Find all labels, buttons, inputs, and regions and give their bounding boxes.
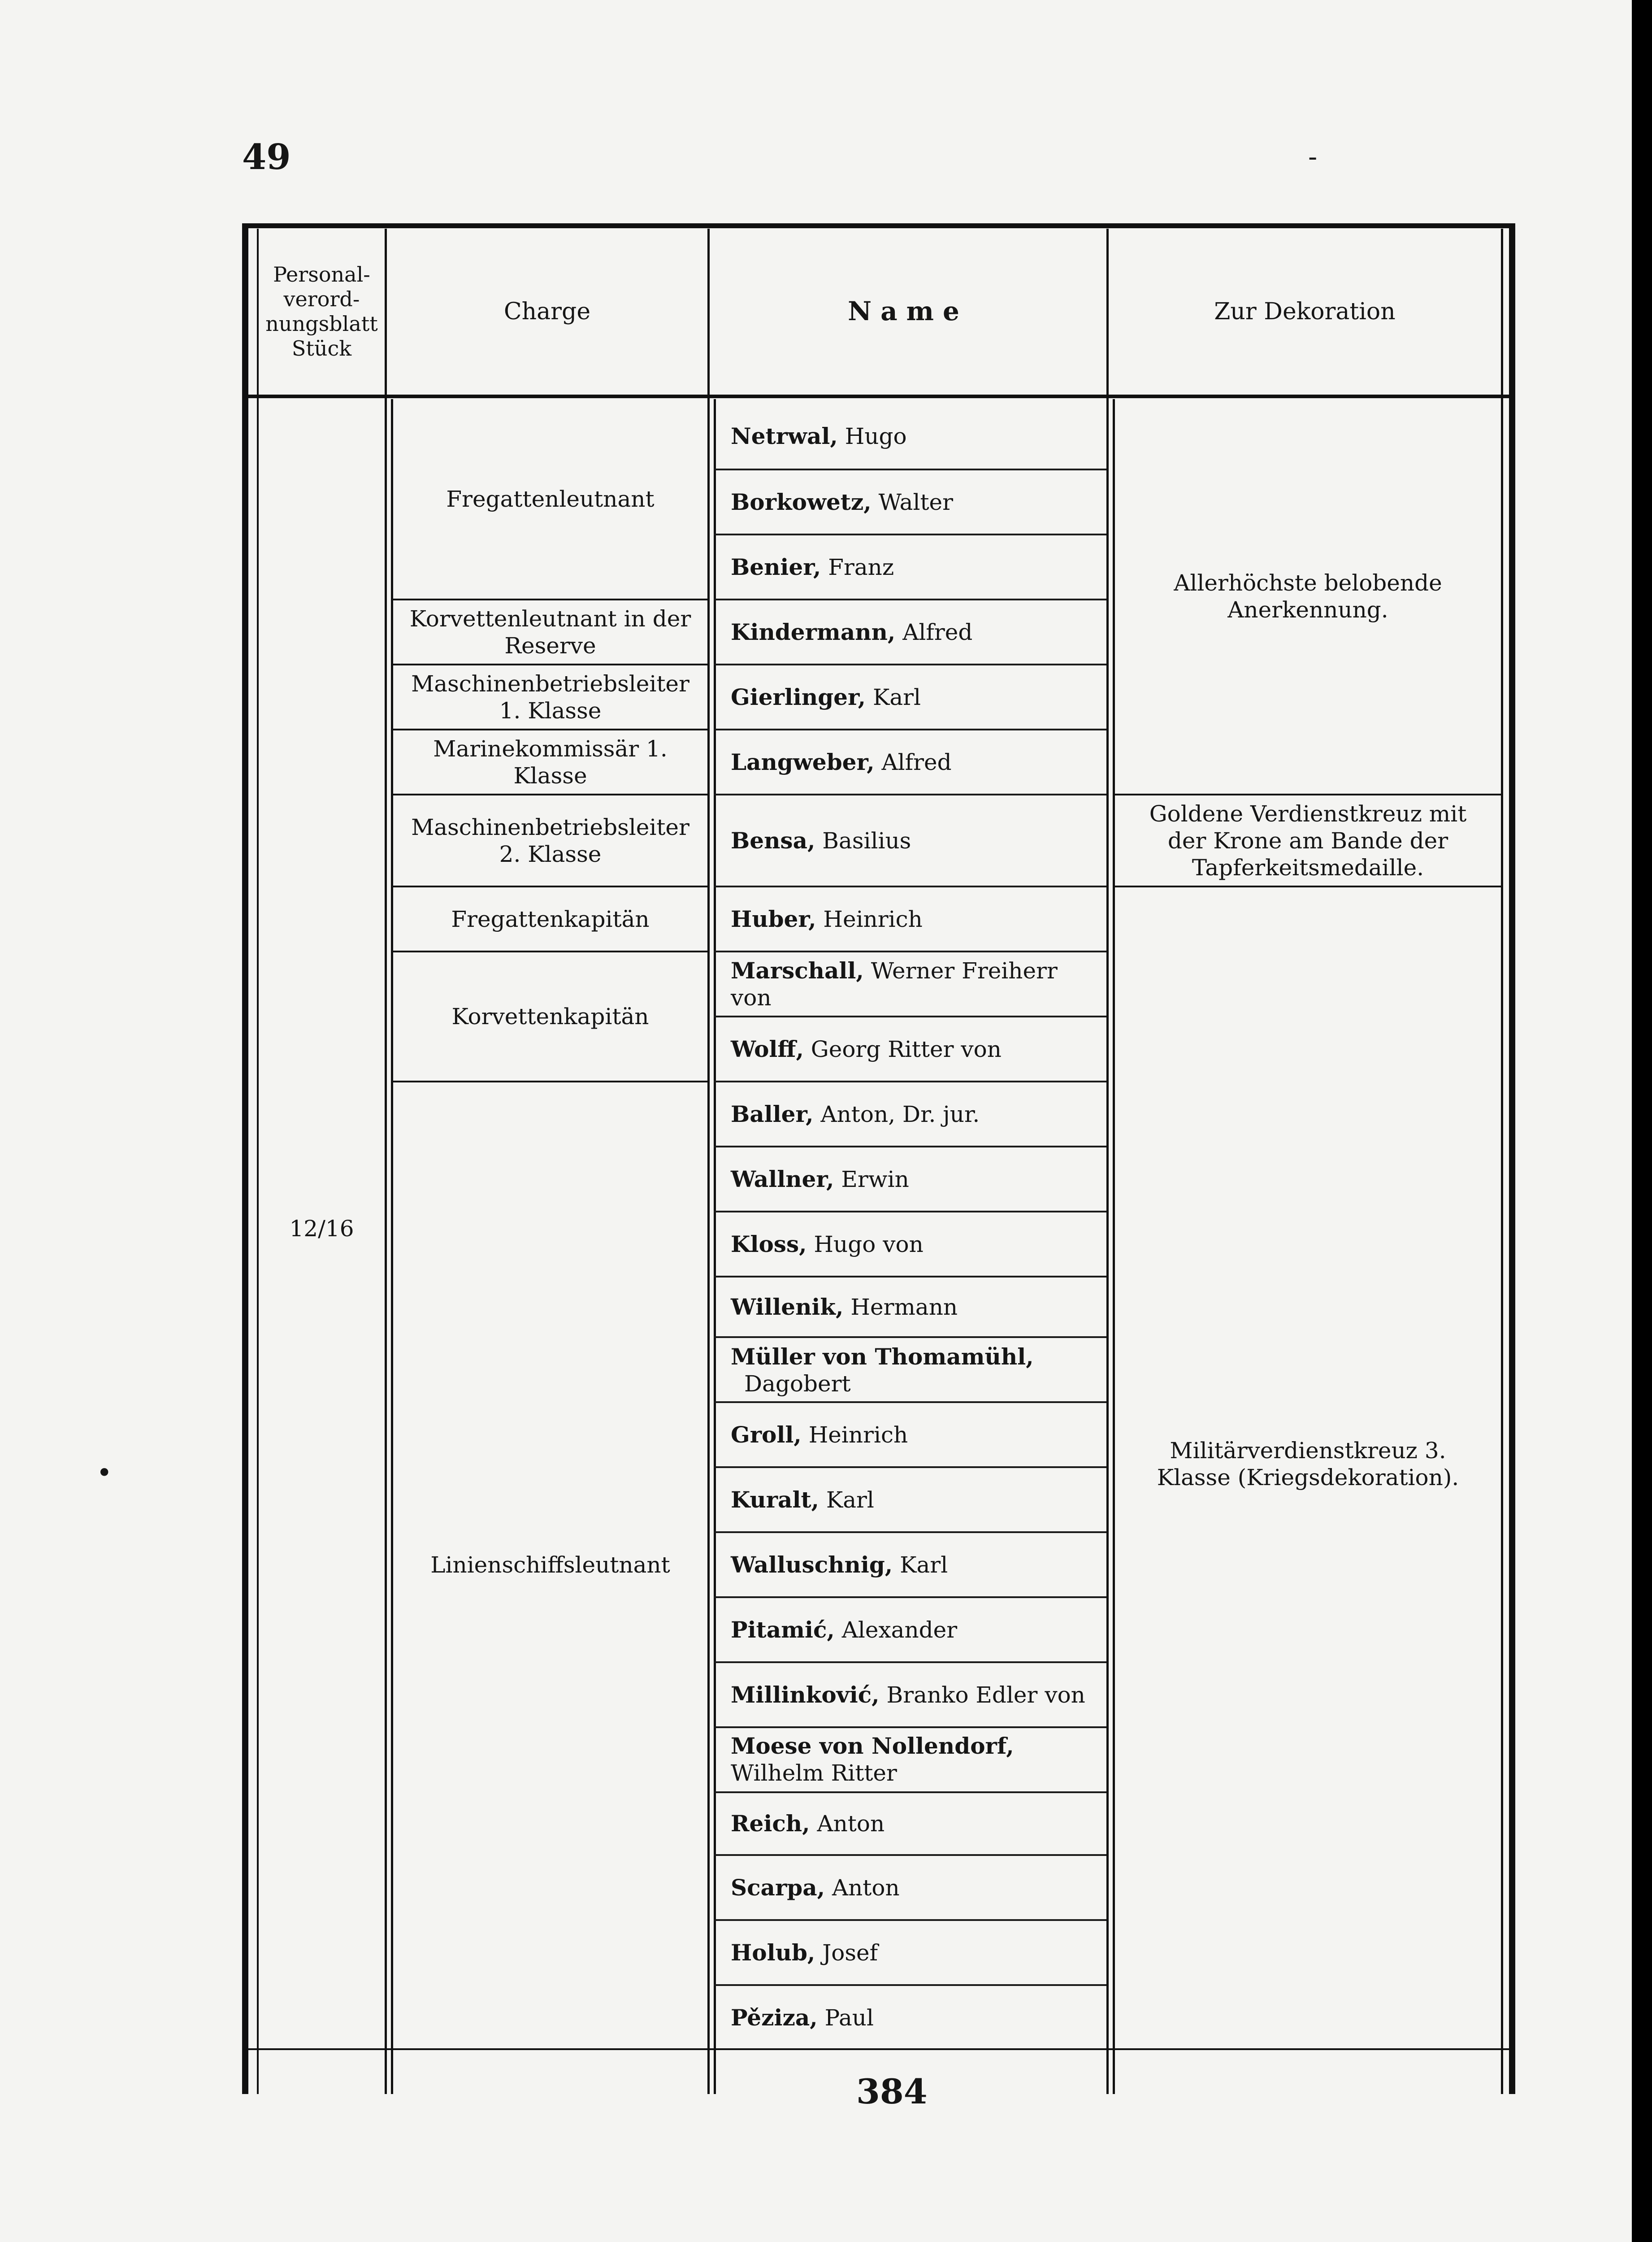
table-row — [717, 1468, 1103, 1531]
given-name: Erwin — [841, 1166, 909, 1192]
given-name: Wilhelm Ritter — [731, 1760, 897, 1786]
header-dekoration: Zur Dekoration — [1214, 298, 1396, 325]
surname: Millinković, — [731, 1681, 880, 1708]
given-name: Anton — [832, 1874, 900, 1901]
column-line — [714, 399, 716, 2094]
page-number: 49 — [242, 137, 291, 178]
table-row — [717, 665, 1103, 729]
rank-linienschiffsleutnant: Linienschiffsleutnant — [430, 1552, 670, 1578]
table-row — [717, 470, 1103, 534]
table-row — [717, 1598, 1103, 1661]
header-stueck: Personal- verord- nungsblatt Stück — [265, 262, 378, 361]
table-row — [717, 1017, 1103, 1081]
print-mark: • — [96, 1457, 113, 1489]
footer-number: 384 — [856, 2072, 928, 2112]
surname: Holub, — [731, 1939, 815, 1966]
given-name: Dagobert — [744, 1371, 851, 1397]
given-name: Heinrich — [823, 906, 923, 932]
given-name: Anton, Dr. jur. — [820, 1101, 980, 1127]
table-row — [717, 1663, 1103, 1726]
surname: Wallner, — [731, 1165, 834, 1192]
table-row — [717, 887, 1103, 951]
header-charge: Charge — [503, 298, 591, 325]
surname: Netrwal, — [731, 422, 838, 449]
column-line — [707, 229, 710, 2094]
surname: Reich, — [731, 1810, 810, 1837]
surname: Bensa, — [731, 827, 815, 854]
table-row — [717, 600, 1103, 664]
stueck-value: 12/16 — [289, 1216, 354, 1242]
table-row — [717, 1277, 1103, 1336]
surname: Pěziza, — [731, 2004, 818, 2031]
rank-fregattenleutnant: Fregattenleutnant — [446, 486, 655, 512]
table-row — [717, 1403, 1103, 1466]
surname: Groll, — [731, 1421, 802, 1448]
surname: Borkowetz, — [731, 488, 872, 515]
table-row — [717, 795, 1103, 886]
surname: Müller von Thomamühl, — [731, 1343, 1034, 1370]
surname: Baller, — [731, 1100, 814, 1127]
column-line — [385, 229, 387, 2094]
print-mark: - — [1308, 141, 1318, 173]
decoration-separator — [1115, 886, 1501, 887]
given-name: Branko Edler von — [886, 1682, 1085, 1708]
given-name: Josef — [822, 1939, 878, 1966]
surname: Langweber, — [731, 748, 875, 775]
surname: Pitamić, — [731, 1616, 835, 1643]
surname: Kindermann, — [731, 618, 896, 645]
table-row — [717, 1728, 1103, 1791]
given-name: Karl — [872, 684, 921, 710]
header-name: Name — [848, 296, 968, 327]
given-name: Franz — [828, 554, 894, 580]
surname: Walluschnig, — [731, 1551, 893, 1578]
given-name: Heinrich — [808, 1421, 908, 1448]
rank-korvettenleutnant-reserve: Korvettenleutnant in der Reserve — [409, 605, 691, 659]
surname: Gierlinger, — [731, 683, 866, 710]
given-name: Hermann — [850, 1294, 958, 1320]
table-row — [717, 1533, 1103, 1596]
rank-maschinenbetriebsleiter-2: Maschinenbetriebsleiter 2. Klasse — [411, 814, 689, 867]
surname: Kuralt, — [731, 1486, 819, 1513]
surname: Willenik, — [731, 1293, 844, 1320]
rank-korvettenkapitaen: Korvettenkapitän — [451, 1004, 649, 1030]
rank-maschinenbetriebsleiter-1: Maschinenbetriebsleiter 1. Klasse — [411, 670, 689, 724]
given-name: Karl — [826, 1486, 874, 1513]
given-name: Werner Freiherr von — [731, 957, 1058, 1011]
given-name: Paul — [824, 2004, 874, 2031]
rank-separator — [393, 1081, 707, 1082]
given-name: Walter — [878, 489, 954, 515]
table-row — [717, 1921, 1103, 1984]
surname: Benier, — [731, 553, 821, 580]
table-row — [717, 1147, 1103, 1211]
table-row — [717, 730, 1103, 794]
table-row — [717, 952, 1103, 1016]
table-row — [717, 404, 1103, 469]
surname: Wolff, — [731, 1035, 804, 1062]
surname: Moese von Nollendorf, — [731, 1733, 1014, 1759]
header-rule — [248, 395, 1509, 398]
given-name: Anton — [817, 1811, 885, 1837]
rank-fregattenkapitaen: Fregattenkapitän — [451, 906, 650, 932]
table-row — [717, 535, 1103, 599]
given-name: Hugo — [845, 423, 907, 449]
column-line — [1106, 229, 1109, 2094]
given-name: Karl — [900, 1551, 948, 1578]
table-row — [717, 1338, 1103, 1401]
decoration-anerkennung: Allerhöchste belobende Anerkennung. — [1174, 570, 1442, 623]
surname: Huber, — [731, 905, 816, 932]
table-row — [717, 1856, 1103, 1919]
column-line — [1501, 229, 1503, 2094]
rank-marinekommissaer: Marinekommissär 1. Klasse — [433, 735, 668, 789]
given-name: Alfred — [881, 749, 952, 775]
surname: Scarpa, — [731, 1874, 825, 1901]
surname: Kloss, — [731, 1230, 807, 1257]
surname: Marschall, — [731, 957, 864, 984]
table-row — [717, 1082, 1103, 1146]
table-row — [717, 1212, 1103, 1276]
table-row — [717, 1986, 1103, 2049]
decoration-verdienstkreuz-krone: Goldene Verdienstkreuz mit der Krone am Bande der Tapferkeitsmedaille. — [1149, 800, 1467, 881]
column-line — [257, 229, 259, 2094]
decoration-militaerverdienstkreuz: Militärverdienstkreuz 3. Klasse (Kriegsdekoration). — [1157, 1438, 1459, 1490]
table-row — [717, 1793, 1103, 1854]
given-name: Alfred — [902, 619, 973, 645]
given-name: Hugo von — [814, 1231, 924, 1257]
given-name: Georg Ritter von — [811, 1036, 1002, 1062]
given-name: Alexander — [841, 1616, 958, 1643]
given-name: Basilius — [822, 827, 911, 854]
